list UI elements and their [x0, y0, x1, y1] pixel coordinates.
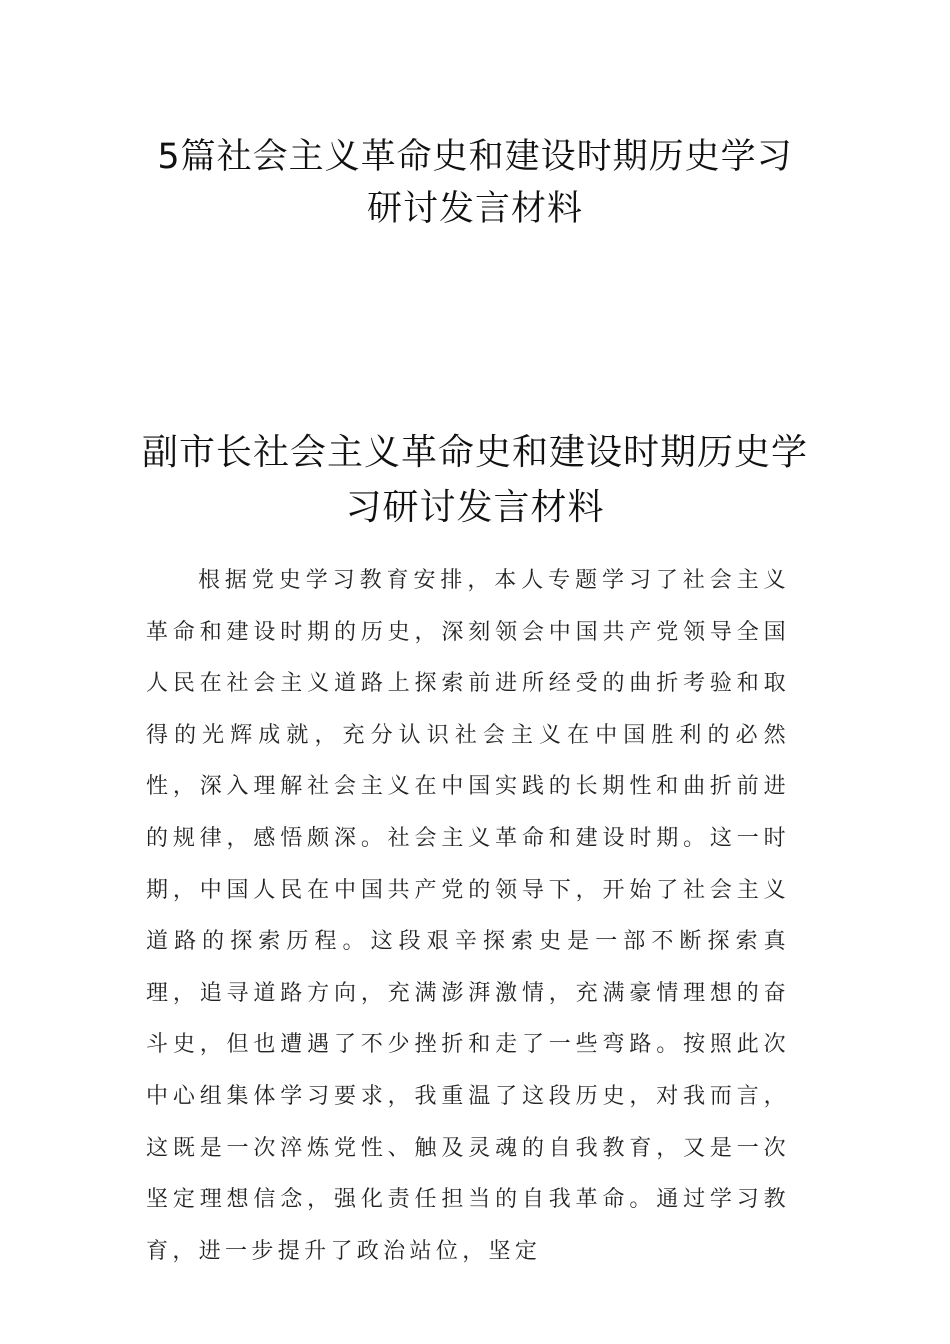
section-title: 副市长社会主义革命史和建设时期历史学习研讨发言材料 — [141, 432, 808, 528]
body-paragraph: 根据党史学习教育安排，本人专题学习了社会主义革命和建设时期的历史，深刻领会中国共产党领导全国人民在社会主义道路上探索前进所经受的曲折考验和取得的光辉成就，充分认识社会主义在中国胜利的必然性，深入理解社会主义在中国实践的长期性和曲折前进的规律，感悟颇深。社会主义革命和建设时期。这一时期，中国人民在中国共产党的领导下，开始了社会主义道路的探索历程。这段艰辛探索史是一部不断探索真理，追寻道路方向，充满澎湃激情，充满豪情理想的奋斗史，但也遭遇了不少挫折和走了一些弯路。按照此次中心组集体学习要求，我重温了这段历史，对我而言，这既是一次淬炼党性、触及灵魂的自我教育，又是一次坚定理想信念，强化责任担当的自我革命。通过学习教育，进一步提升了政治站位，坚定 — [146, 568, 790, 1264]
document-title: 5篇社会主义革命史和建设时期历史学习研讨发言材料 — [157, 137, 793, 229]
